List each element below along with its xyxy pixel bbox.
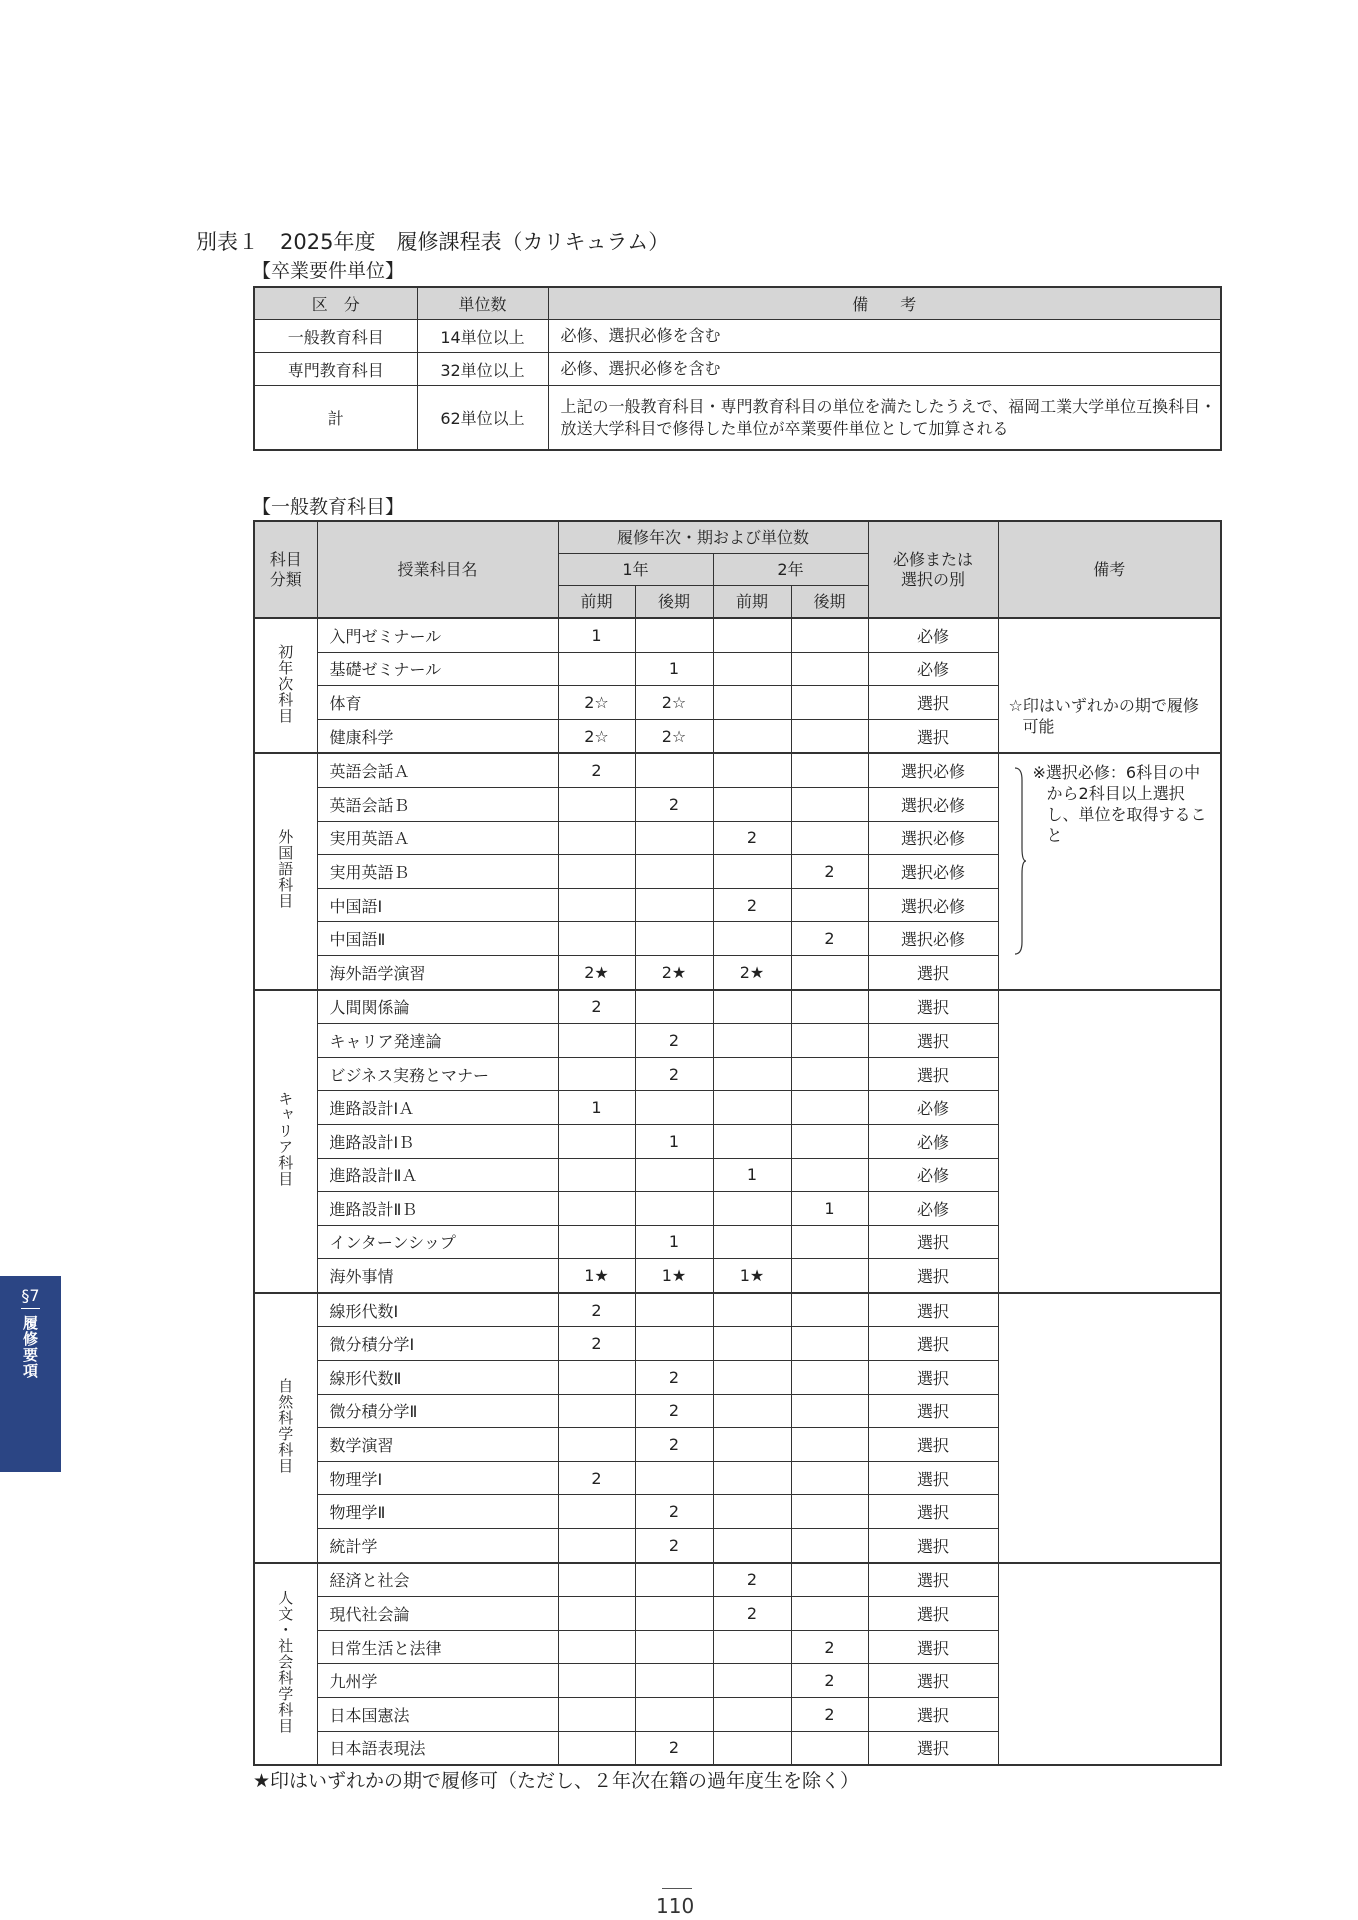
category-cell: 初年次科目 bbox=[254, 618, 317, 753]
table-row bbox=[254, 320, 1221, 353]
subject-name-cell: 微分積分学Ⅰ bbox=[317, 1327, 558, 1361]
units-cell-y1b bbox=[635, 1698, 713, 1732]
units-cell-y2b bbox=[791, 1529, 868, 1563]
units-cell-y2a bbox=[713, 855, 791, 889]
col-header-category: 区 分 bbox=[254, 287, 417, 320]
units-cell-y2a bbox=[713, 1091, 791, 1125]
subject-name-cell: 実用英語Ａ bbox=[317, 821, 558, 855]
units-cell-y1a: 2 bbox=[558, 990, 635, 1024]
subject-name-cell: 入門ゼミナール bbox=[317, 618, 558, 652]
units-cell-y2b bbox=[791, 1259, 868, 1293]
units-cell-y1a bbox=[558, 787, 635, 821]
subject-name-cell: 日本語表現法 bbox=[317, 1731, 558, 1765]
subject-name-cell: 線形代数Ⅱ bbox=[317, 1361, 558, 1395]
requirement-cell: 選択 bbox=[868, 955, 998, 989]
units-cell-y1b bbox=[635, 1091, 713, 1125]
units-cell-y2b bbox=[791, 652, 868, 686]
units-cell-y1a: 2 bbox=[558, 1327, 635, 1361]
requirement-cell: 必修 bbox=[868, 1192, 998, 1226]
units-cell-y2b bbox=[791, 1158, 868, 1192]
units-cell-y1b: 2 bbox=[635, 1428, 713, 1462]
units-cell-y1b: 2 bbox=[635, 1394, 713, 1428]
units-cell-y1a bbox=[558, 821, 635, 855]
units-cell-y1a: 2 bbox=[558, 753, 635, 787]
requirement-cell: 選択 bbox=[868, 1361, 998, 1395]
units-cell-y1b bbox=[635, 1192, 713, 1226]
group-note-cell bbox=[998, 753, 1221, 989]
units-cell-y1a: 2 bbox=[558, 1461, 635, 1495]
footnote: ★印はいずれかの期で履修可（ただし、２年次在籍の過年度生を除く） bbox=[253, 1770, 860, 1792]
subject-name-cell: 基礎ゼミナール bbox=[317, 652, 558, 686]
col-header-year2: 2年 bbox=[713, 554, 868, 586]
category-cell: 自然科学科目 bbox=[254, 1293, 317, 1563]
units-cell-y2b bbox=[791, 888, 868, 922]
subject-name-cell: 英語会話Ａ bbox=[317, 753, 558, 787]
subject-name-cell: 英語会話Ｂ bbox=[317, 787, 558, 821]
units-cell-y2b bbox=[791, 821, 868, 855]
units-cell-y1b bbox=[635, 855, 713, 889]
units-cell-y1b bbox=[635, 888, 713, 922]
subject-name-cell: 数学演習 bbox=[317, 1428, 558, 1462]
units-cell-y2b bbox=[791, 1024, 868, 1058]
units-cell-y2b: 2 bbox=[791, 855, 868, 889]
units-cell-y1a: 2★ bbox=[558, 955, 635, 989]
units-cell-y2a bbox=[713, 719, 791, 753]
requirement-cell: 選択必修 bbox=[868, 821, 998, 855]
units-cell-y2a bbox=[713, 1327, 791, 1361]
curly-brace-icon bbox=[1013, 766, 1027, 956]
units-cell-y2b bbox=[791, 1394, 868, 1428]
subject-name-cell: 経済と社会 bbox=[317, 1563, 558, 1597]
table-row bbox=[254, 386, 1221, 451]
units-cell-y1b: 2☆ bbox=[635, 719, 713, 753]
units-cell-y1b bbox=[635, 1664, 713, 1698]
units-cell-y1a bbox=[558, 1361, 635, 1395]
units-cell-y2b bbox=[791, 719, 868, 753]
units-cell-y2b bbox=[791, 1293, 868, 1327]
units-cell-y1b bbox=[635, 1158, 713, 1192]
table-row bbox=[254, 353, 1221, 386]
units-cell-y2b bbox=[791, 1495, 868, 1529]
units-cell-y2b bbox=[791, 618, 868, 652]
units-cell-y1a bbox=[558, 1563, 635, 1597]
units-cell-y2a bbox=[713, 1057, 791, 1091]
category-cell: 人文・社会科学科目 bbox=[254, 1563, 317, 1766]
units-cell-y1b bbox=[635, 1597, 713, 1631]
units-cell-y1b: 2 bbox=[635, 1731, 713, 1765]
remarks-cell: 必修、選択必修を含む bbox=[548, 353, 1221, 386]
remarks-cell: 必修、選択必修を含む bbox=[548, 320, 1221, 353]
category-cell: 専門教育科目 bbox=[254, 353, 417, 386]
requirement-cell: 選択 bbox=[868, 1293, 998, 1327]
requirement-cell: 必修 bbox=[868, 1158, 998, 1192]
units-cell-y2a bbox=[713, 1428, 791, 1462]
requirement-cell: 選択 bbox=[868, 1630, 998, 1664]
category-cell: 計 bbox=[254, 386, 417, 451]
units-cell-y1b bbox=[635, 1563, 713, 1597]
table-row bbox=[254, 753, 1221, 787]
units-cell-y2b: 2 bbox=[791, 922, 868, 956]
col-header-y1-first: 前期 bbox=[558, 586, 635, 619]
units-cell-y2a: 2 bbox=[713, 1563, 791, 1597]
units-cell-y1a bbox=[558, 1394, 635, 1428]
col-header-y2-second: 後期 bbox=[791, 586, 868, 619]
subject-name-cell: 進路設計ⅠＡ bbox=[317, 1091, 558, 1125]
units-cell-y1a: 1 bbox=[558, 618, 635, 652]
units-cell-y1a: 1★ bbox=[558, 1259, 635, 1293]
col-header-year-period: 履修年次・期および単位数 bbox=[558, 521, 868, 554]
units-cell-y1a bbox=[558, 888, 635, 922]
subject-name-cell: 海外事情 bbox=[317, 1259, 558, 1293]
table-row bbox=[254, 1293, 1221, 1327]
units-cell-y2a bbox=[713, 922, 791, 956]
requirement-cell: 選択 bbox=[868, 1563, 998, 1597]
units-cell-y1b: 2 bbox=[635, 787, 713, 821]
subject-name-cell: ビジネス実務とマナー bbox=[317, 1057, 558, 1091]
subject-name-cell: 海外語学演習 bbox=[317, 955, 558, 989]
units-cell-y1a: 2 bbox=[558, 1293, 635, 1327]
units-cell-y2a bbox=[713, 1024, 791, 1058]
units-cell-y1a bbox=[558, 855, 635, 889]
units-cell-y1a bbox=[558, 922, 635, 956]
requirement-cell: 選択 bbox=[868, 1428, 998, 1462]
units-cell-y2a bbox=[713, 1361, 791, 1395]
group-note-cell bbox=[998, 1563, 1221, 1766]
units-cell-y2b bbox=[791, 753, 868, 787]
units-cell: 62単位以上 bbox=[417, 386, 548, 451]
requirement-cell: 選択 bbox=[868, 1259, 998, 1293]
subject-name-cell: 物理学Ⅰ bbox=[317, 1461, 558, 1495]
units-cell-y2a bbox=[713, 1293, 791, 1327]
category-group bbox=[254, 753, 1221, 989]
units-cell-y1b bbox=[635, 1327, 713, 1361]
section-label: 履修要項 bbox=[21, 1315, 39, 1379]
units-cell-y2a bbox=[713, 1698, 791, 1732]
category-group bbox=[254, 990, 1221, 1293]
section-side-tab bbox=[0, 1276, 61, 1472]
units-cell-y2a bbox=[713, 652, 791, 686]
col-header-y1-second: 後期 bbox=[635, 586, 713, 619]
units-cell-y1a: 2☆ bbox=[558, 719, 635, 753]
units-cell-y1a bbox=[558, 1630, 635, 1664]
units-cell-y2b bbox=[791, 1327, 868, 1361]
units-cell-y2b bbox=[791, 1225, 868, 1259]
requirement-cell: 選択 bbox=[868, 1529, 998, 1563]
requirement-cell: 必修 bbox=[868, 1124, 998, 1158]
units-cell-y1b: 2 bbox=[635, 1057, 713, 1091]
units-cell-y1b bbox=[635, 1461, 713, 1495]
category-group bbox=[254, 1563, 1221, 1766]
units-cell-y1a bbox=[558, 652, 635, 686]
units-cell: 14単位以上 bbox=[417, 320, 548, 353]
subject-name-cell: 進路設計ⅡＢ bbox=[317, 1192, 558, 1226]
requirement-cell: 選択 bbox=[868, 1394, 998, 1428]
units-cell-y2b: 2 bbox=[791, 1630, 868, 1664]
subject-name-cell: 進路設計ⅠＢ bbox=[317, 1124, 558, 1158]
category-cell: キャリア科目 bbox=[254, 990, 317, 1293]
subject-name-cell: キャリア発達論 bbox=[317, 1024, 558, 1058]
units-cell-y2a: 2 bbox=[713, 1597, 791, 1631]
units-cell-y1b: 2☆ bbox=[635, 686, 713, 720]
units-cell-y1a: 2☆ bbox=[558, 686, 635, 720]
units-cell-y2a bbox=[713, 686, 791, 720]
group-note-cell bbox=[998, 618, 1221, 753]
units-cell-y2b bbox=[791, 1091, 868, 1125]
units-cell-y1b: 1 bbox=[635, 1124, 713, 1158]
requirement-cell: 選択必修 bbox=[868, 888, 998, 922]
units-cell-y1b: 2★ bbox=[635, 955, 713, 989]
requirement-cell: 選択 bbox=[868, 1461, 998, 1495]
units-cell-y2a bbox=[713, 990, 791, 1024]
units-cell-y2a bbox=[713, 1225, 791, 1259]
units-cell-y2a bbox=[713, 787, 791, 821]
requirement-cell: 選択必修 bbox=[868, 922, 998, 956]
col-header-units: 単位数 bbox=[417, 287, 548, 320]
section-number: §7 bbox=[21, 1286, 39, 1309]
requirement-cell: 選択 bbox=[868, 1597, 998, 1631]
units-cell-y2b: 2 bbox=[791, 1698, 868, 1732]
units-cell-y2b bbox=[791, 1563, 868, 1597]
units-cell-y2b bbox=[791, 1731, 868, 1765]
page-title: 別表１ 2025年度 履修課程表（カリキュラム） bbox=[196, 230, 670, 254]
units-cell-y2a bbox=[713, 1394, 791, 1428]
units-cell-y1b: 1 bbox=[635, 1225, 713, 1259]
units-cell-y2a bbox=[713, 618, 791, 652]
subject-name-cell: 健康科学 bbox=[317, 719, 558, 753]
requirement-cell: 選択必修 bbox=[868, 787, 998, 821]
requirement-cell: 選択 bbox=[868, 686, 998, 720]
units-cell-y1a bbox=[558, 1124, 635, 1158]
requirement-cell: 選択必修 bbox=[868, 855, 998, 889]
table-row bbox=[254, 618, 1221, 652]
category-cell: 一般教育科目 bbox=[254, 320, 417, 353]
requirement-cell: 選択 bbox=[868, 990, 998, 1024]
units-cell-y1b bbox=[635, 618, 713, 652]
units-cell-y2b: 2 bbox=[791, 1664, 868, 1698]
requirement-cell: 選択 bbox=[868, 719, 998, 753]
units-cell-y1b: 2 bbox=[635, 1495, 713, 1529]
col-header-year1: 1年 bbox=[558, 554, 713, 586]
subject-name-cell: 人間関係論 bbox=[317, 990, 558, 1024]
units-cell-y1b: 2 bbox=[635, 1024, 713, 1058]
subject-name-cell: インターンシップ bbox=[317, 1225, 558, 1259]
general-education-heading: 【一般教育科目】 bbox=[252, 496, 405, 518]
units-cell-y1a: 1 bbox=[558, 1091, 635, 1125]
subject-name-cell: 九州学 bbox=[317, 1664, 558, 1698]
units-cell-y2a bbox=[713, 1124, 791, 1158]
page-number-rule bbox=[662, 1888, 692, 1889]
graduation-requirements-heading: 【卒業要件単位】 bbox=[252, 260, 405, 282]
subject-name-cell: 体育 bbox=[317, 686, 558, 720]
requirement-cell: 必修 bbox=[868, 652, 998, 686]
units-cell-y2a: 2 bbox=[713, 821, 791, 855]
units-cell-y2b bbox=[791, 1461, 868, 1495]
requirement-cell: 選択 bbox=[868, 1057, 998, 1091]
units-cell: 32単位以上 bbox=[417, 353, 548, 386]
subject-name-cell: 線形代数Ⅰ bbox=[317, 1293, 558, 1327]
requirement-cell: 選択 bbox=[868, 1731, 998, 1765]
units-cell-y2a: 1★ bbox=[713, 1259, 791, 1293]
units-cell-y1a bbox=[558, 1529, 635, 1563]
units-cell-y1b bbox=[635, 1293, 713, 1327]
units-cell-y1a bbox=[558, 1597, 635, 1631]
subject-name-cell: 実用英語Ｂ bbox=[317, 855, 558, 889]
units-cell-y1b bbox=[635, 990, 713, 1024]
subject-name-cell: 物理学Ⅱ bbox=[317, 1495, 558, 1529]
units-cell-y1b bbox=[635, 922, 713, 956]
units-cell-y1b: 2 bbox=[635, 1361, 713, 1395]
col-header-category: 科目 分類 bbox=[254, 521, 317, 618]
subject-name-cell: 中国語Ⅰ bbox=[317, 888, 558, 922]
subject-name-cell: 日常生活と法律 bbox=[317, 1630, 558, 1664]
units-cell-y1a bbox=[558, 1664, 635, 1698]
requirement-cell: 選択必修 bbox=[868, 753, 998, 787]
requirement-cell: 必修 bbox=[868, 1091, 998, 1125]
col-header-subject: 授業科目名 bbox=[317, 521, 558, 618]
graduation-requirements-table bbox=[253, 286, 1222, 451]
col-header-requirement: 必修または 選択の別 bbox=[868, 521, 998, 618]
general-education-table bbox=[253, 520, 1222, 1766]
units-cell-y2b bbox=[791, 686, 868, 720]
units-cell-y1a bbox=[558, 1495, 635, 1529]
col-header-note: 備考 bbox=[998, 521, 1221, 618]
units-cell-y1a bbox=[558, 1731, 635, 1765]
units-cell-y1a bbox=[558, 1698, 635, 1732]
note-text: ☆印はいずれかの期で履修可能 bbox=[1008, 695, 1199, 736]
group-note-cell bbox=[998, 1293, 1221, 1563]
units-cell-y2a bbox=[713, 1630, 791, 1664]
page-number: 110 bbox=[656, 1894, 695, 1918]
category-group bbox=[254, 618, 1221, 753]
subject-name-cell: 進路設計ⅡＡ bbox=[317, 1158, 558, 1192]
category-cell: 外国語科目 bbox=[254, 753, 317, 989]
subject-name-cell: 日本国憲法 bbox=[317, 1698, 558, 1732]
units-cell-y2a: 2 bbox=[713, 888, 791, 922]
requirement-cell: 必修 bbox=[868, 618, 998, 652]
units-cell-y1a bbox=[558, 1024, 635, 1058]
units-cell-y2b bbox=[791, 1057, 868, 1091]
units-cell-y2b bbox=[791, 787, 868, 821]
units-cell-y1a bbox=[558, 1057, 635, 1091]
units-cell-y2a bbox=[713, 753, 791, 787]
subject-name-cell: 中国語Ⅱ bbox=[317, 922, 558, 956]
requirement-cell: 選択 bbox=[868, 1024, 998, 1058]
note-wrapper bbox=[1009, 762, 1214, 988]
units-cell-y2b bbox=[791, 1597, 868, 1631]
note-text: ※選択必修：6科目の中から2科目以上選択し、単位を取得すること bbox=[1032, 763, 1207, 846]
subject-name-cell: 微分積分学Ⅱ bbox=[317, 1394, 558, 1428]
remarks-cell: 上記の一般教育科目・専門教育科目の単位を満たしたうえで、福岡工業大学単位互換科目・放送大学科目で修得した単位が卒業要件単位として加算される bbox=[548, 386, 1221, 451]
units-cell-y2a bbox=[713, 1731, 791, 1765]
units-cell-y2a bbox=[713, 1461, 791, 1495]
units-cell-y2a: 2★ bbox=[713, 955, 791, 989]
category-group bbox=[254, 1293, 1221, 1563]
table-row bbox=[254, 1563, 1221, 1597]
requirement-cell: 選択 bbox=[868, 1327, 998, 1361]
units-cell-y1b bbox=[635, 1630, 713, 1664]
table-row bbox=[254, 990, 1221, 1024]
group-note-cell bbox=[998, 990, 1221, 1293]
units-cell-y1b: 1 bbox=[635, 652, 713, 686]
units-cell-y2b bbox=[791, 990, 868, 1024]
subject-name-cell: 統計学 bbox=[317, 1529, 558, 1563]
units-cell-y2a bbox=[713, 1529, 791, 1563]
units-cell-y1b: 1★ bbox=[635, 1259, 713, 1293]
col-header-remarks: 備 考 bbox=[548, 287, 1221, 320]
units-cell-y1b bbox=[635, 753, 713, 787]
units-cell-y2b bbox=[791, 1124, 868, 1158]
units-cell-y2b bbox=[791, 1428, 868, 1462]
requirement-cell: 選択 bbox=[868, 1495, 998, 1529]
units-cell-y1b bbox=[635, 821, 713, 855]
units-cell-y2b: 1 bbox=[791, 1192, 868, 1226]
units-cell-y2b bbox=[791, 955, 868, 989]
subject-name-cell: 現代社会論 bbox=[317, 1597, 558, 1631]
units-cell-y2b bbox=[791, 1361, 868, 1395]
units-cell-y1a bbox=[558, 1225, 635, 1259]
requirement-cell: 選択 bbox=[868, 1664, 998, 1698]
units-cell-y2a bbox=[713, 1192, 791, 1226]
requirement-cell: 選択 bbox=[868, 1225, 998, 1259]
units-cell-y1a bbox=[558, 1428, 635, 1462]
units-cell-y2a bbox=[713, 1664, 791, 1698]
col-header-y2-first: 前期 bbox=[713, 586, 791, 619]
units-cell-y2a: 1 bbox=[713, 1158, 791, 1192]
units-cell-y1a bbox=[558, 1158, 635, 1192]
requirement-cell: 選択 bbox=[868, 1698, 998, 1732]
units-cell-y2a bbox=[713, 1495, 791, 1529]
units-cell-y1b: 2 bbox=[635, 1529, 713, 1563]
units-cell-y1a bbox=[558, 1192, 635, 1226]
